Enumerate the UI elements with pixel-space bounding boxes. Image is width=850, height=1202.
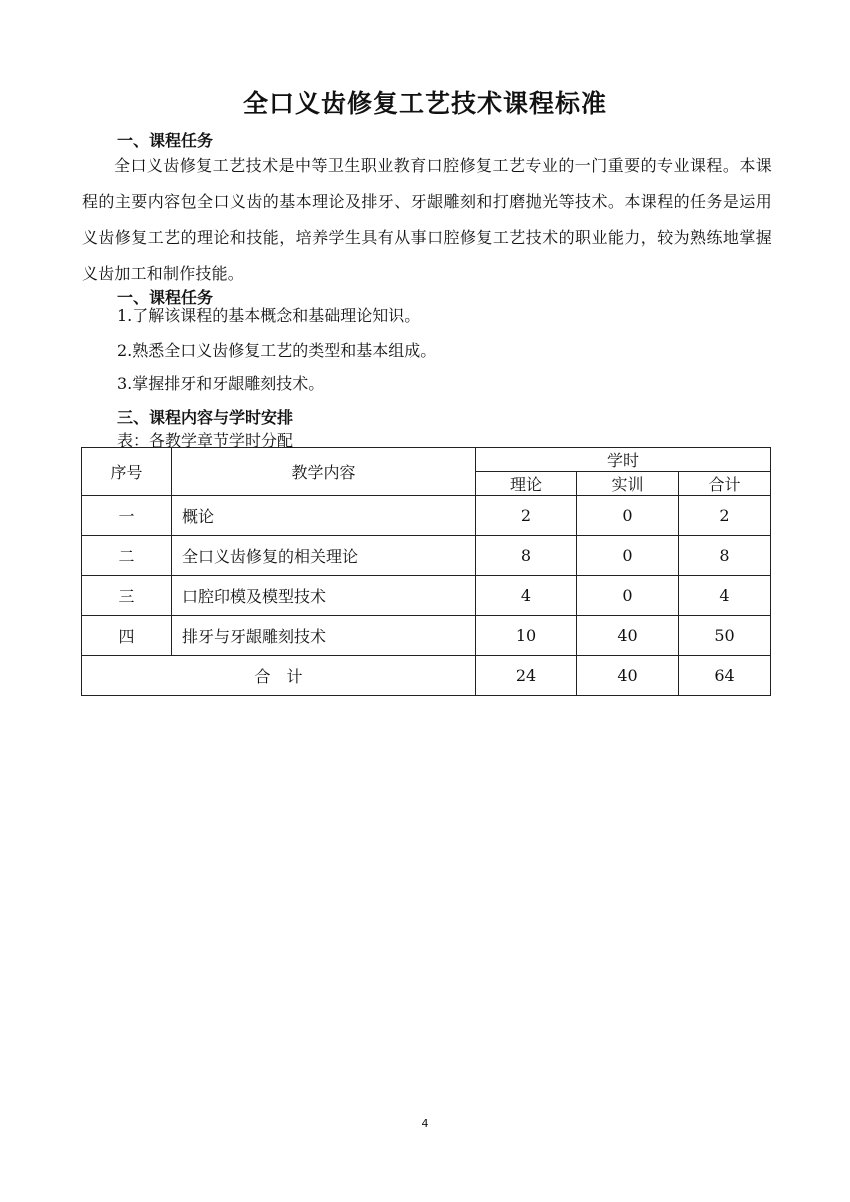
header-total: 合计 xyxy=(679,472,771,496)
cell-content: 排牙与牙龈雕刻技术 xyxy=(172,616,476,656)
cell-total: 8 xyxy=(679,536,771,576)
section1-heading: 一、课程任务 xyxy=(117,131,214,150)
table-row xyxy=(82,496,771,536)
section1-paragraph: 全口义齿修复工艺技术是中等卫生职业教育口腔修复工艺专业的一门重要的专业课程。本课程的主要内容包全口义齿的基本理论及排牙、牙龈雕刻和打磨抛光等技术。本课程的任务是运用义齿修复工艺的理论和技能，培养学生具有从事口腔修复工艺技术的职业能力，较为熟练地掌握义齿加工和制作技能。 xyxy=(82,156,772,283)
cell-theory: 2 xyxy=(476,496,577,536)
cell-content: 概论 xyxy=(172,496,476,536)
table-caption: 表：各教学章节学时分配 xyxy=(117,431,294,450)
sum-label: 合 计 xyxy=(82,656,476,696)
cell-content: 全口义齿修复的相关理论 xyxy=(172,536,476,576)
table-row xyxy=(82,536,771,576)
header-practice: 实训 xyxy=(577,472,679,496)
list-item-1: 1.了解该课程的基本概念和基础理论知识。 xyxy=(117,306,421,325)
cell-theory: 4 xyxy=(476,576,577,616)
cell-total: 2 xyxy=(679,496,771,536)
sum-practice: 40 xyxy=(577,656,679,696)
cell-practice: 0 xyxy=(577,576,679,616)
table-sum-row xyxy=(82,656,771,696)
header-no: 序号 xyxy=(82,448,172,496)
cell-theory: 8 xyxy=(476,536,577,576)
table-row xyxy=(82,576,771,616)
header-hours: 学时 xyxy=(476,448,771,472)
page-title: 全口义齿修复工艺技术课程标准 xyxy=(242,89,607,118)
cell-practice: 0 xyxy=(577,536,679,576)
sum-total: 64 xyxy=(679,656,771,696)
cell-total: 4 xyxy=(679,576,771,616)
header-theory: 理论 xyxy=(476,472,577,496)
hours-table xyxy=(81,447,771,696)
cell-practice: 0 xyxy=(577,496,679,536)
cell-total: 50 xyxy=(679,616,771,656)
section2-heading: 一、课程任务 xyxy=(117,288,214,307)
cell-no: 一 xyxy=(82,496,172,536)
list-item-3: 3.掌握排牙和牙龈雕刻技术。 xyxy=(117,374,325,393)
table-header-row xyxy=(82,448,771,472)
cell-no: 四 xyxy=(82,616,172,656)
cell-theory: 10 xyxy=(476,616,577,656)
header-content: 教学内容 xyxy=(172,448,476,496)
section3-heading: 三、课程内容与学时安排 xyxy=(117,408,294,427)
list-item-2: 2.熟悉全口义齿修复工艺的类型和基本组成。 xyxy=(117,341,437,360)
cell-practice: 40 xyxy=(577,616,679,656)
cell-content: 口腔印模及模型技术 xyxy=(172,576,476,616)
page-number: 4 xyxy=(421,1117,429,1130)
cell-no: 二 xyxy=(82,536,172,576)
table-row xyxy=(82,616,771,656)
sum-theory: 24 xyxy=(476,656,577,696)
cell-no: 三 xyxy=(82,576,172,616)
